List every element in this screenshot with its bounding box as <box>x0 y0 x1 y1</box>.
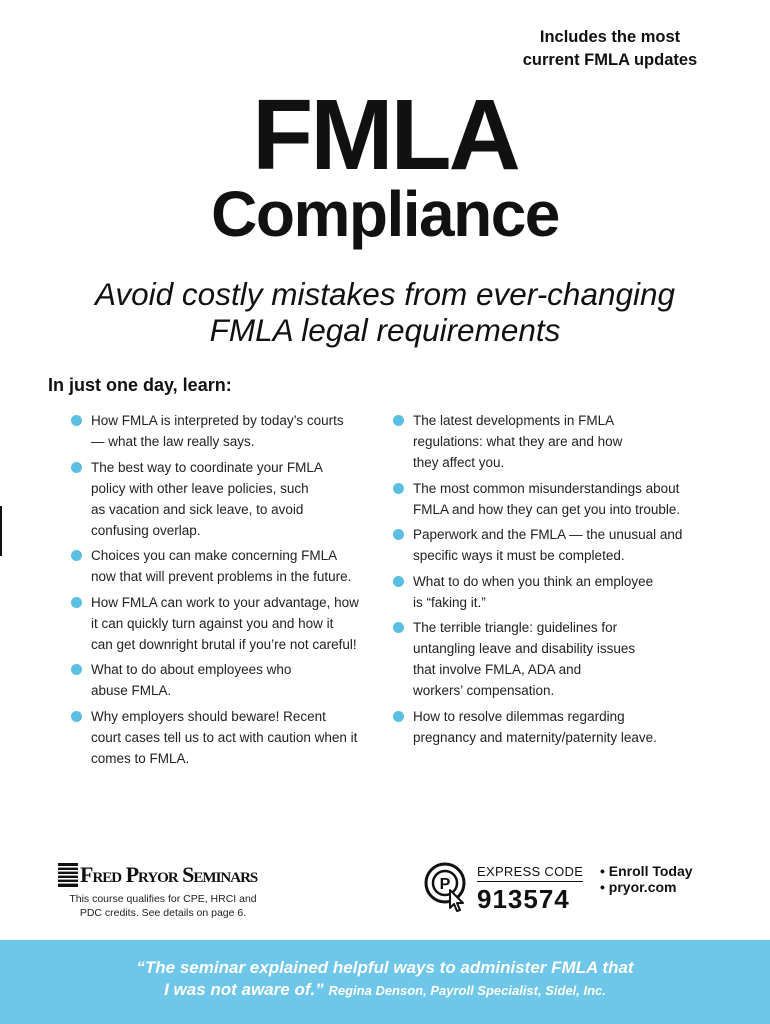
bullet-item <box>70 457 386 541</box>
bullet-line: as vacation and sick leave, to avoid <box>91 501 304 517</box>
page-edge-mark <box>0 506 2 556</box>
bullet-line: The best way to coordinate your FMLA <box>91 459 323 475</box>
bullet-line: untangling leave and disability issues <box>413 641 636 656</box>
bullet-item <box>70 545 386 587</box>
bullet-item <box>392 410 712 473</box>
title-fmla: FMLA <box>252 79 518 191</box>
bullet-dot-icon <box>393 576 404 587</box>
fred-pryor-logo-icon <box>58 863 78 887</box>
credits-line-2: PDC credits. See details on page 6. <box>79 907 247 919</box>
bullet-line: How FMLA can work to your advantage, how <box>91 594 359 610</box>
bullet-line: Choices you can make concerning FMLA <box>91 548 338 563</box>
updates-badge <box>480 26 740 72</box>
svg-text:P: P <box>439 876 451 893</box>
fred-pryor-logo[interactable] <box>58 861 257 889</box>
bullet-dot-icon <box>393 711 404 722</box>
bullet-item <box>70 592 386 655</box>
bullet-dot-icon <box>71 664 82 675</box>
testimonial-quote-end: I was not aware of.” <box>164 980 324 999</box>
bullet-dot-icon <box>393 622 404 633</box>
bullet-line: regulations: what they are and how <box>413 434 623 449</box>
bullet-line: now that will prevent problems in the future. <box>91 569 352 584</box>
bullet-dot-icon <box>71 597 82 608</box>
bullet-line: confusing overlap. <box>91 522 201 538</box>
testimonial-line-2 <box>0 979 770 1002</box>
bullet-item <box>392 617 712 701</box>
bullet-line: FMLA and how they can get you into trouble. <box>413 501 681 517</box>
bullet-line: pregnancy and maternity/paternity leave. <box>413 729 657 745</box>
subtitle-line-2: FMLA legal requirements <box>209 312 561 348</box>
bullet-dot-icon <box>71 711 82 722</box>
bullet-line: Why employers should beware! Recent <box>91 708 326 724</box>
bullet-line: The most common misunderstandings about <box>413 480 680 496</box>
bullet-line: it can quickly turn against you and how it <box>91 615 334 631</box>
bullet-item <box>70 659 386 701</box>
bullet-dot-icon <box>393 483 404 494</box>
bullet-dot-icon <box>393 415 404 426</box>
bullet-line: they affect you. <box>413 455 505 470</box>
bullet-item <box>70 410 386 452</box>
bullet-line: Paperwork and the FMLA — the unusual and <box>413 527 683 542</box>
express-code-p-icon <box>424 862 470 912</box>
enroll-today-link[interactable]: • Enroll Today <box>600 863 693 879</box>
bullet-item <box>392 706 712 748</box>
bullet-line: The latest developments in FMLA <box>413 413 615 428</box>
bullet-item <box>392 478 712 520</box>
bullet-dot-icon <box>71 462 82 473</box>
logo-text: Fred Pryor Seminars <box>80 862 258 887</box>
testimonial <box>0 957 770 1002</box>
right-bullet-list <box>392 410 712 752</box>
subtitle <box>0 276 770 348</box>
title-compliance: Compliance <box>211 178 559 250</box>
bullet-line: What to do about employees who <box>91 662 292 677</box>
bullet-item <box>70 706 386 769</box>
bullet-line: The terrible triangle: guidelines for <box>413 620 618 635</box>
bullet-dot-icon <box>71 415 82 426</box>
bullet-line: comes to FMLA. <box>91 750 190 766</box>
bullet-line: — what the law really says. <box>91 434 255 449</box>
badge-line-2: current FMLA updates <box>522 51 698 69</box>
bullet-line: How FMLA is interpreted by today’s courts <box>91 413 344 428</box>
pryor-website-link[interactable]: • pryor.com <box>600 879 677 895</box>
credits-note <box>48 892 278 920</box>
bullet-line: specific ways it must be completed. <box>413 548 625 563</box>
left-bullet-list <box>70 410 386 773</box>
bullet-line: policy with other leave policies, such <box>91 480 309 496</box>
bullet-line: How to resolve dilemmas regarding <box>413 708 625 724</box>
express-code-label: EXPRESS CODE <box>477 864 583 882</box>
subtitle-line-1: Avoid costly mistakes from ever-changing <box>94 276 676 312</box>
bullet-line: can get downright brutal if you’re not careful! <box>91 636 357 652</box>
bullet-line: court cases tell us to act with caution when it <box>91 729 358 745</box>
bullet-dot-icon <box>393 529 404 540</box>
bullet-line: What to do when you think an employee <box>413 573 654 589</box>
badge-line-1: Includes the most <box>539 28 681 46</box>
testimonial-attribution: Regina Denson, Payroll Specialist, Sidel, Inc. <box>328 983 606 998</box>
bullet-item <box>392 524 712 566</box>
bullet-dot-icon <box>71 550 82 561</box>
bullet-line: is “faking it.” <box>413 594 486 610</box>
call-to-action <box>600 863 693 895</box>
learn-heading: In just one day, learn: <box>48 375 232 395</box>
testimonial-line-1: “The seminar explained helpful ways to administer FMLA that <box>136 958 634 977</box>
express-code-value: 913574 <box>477 884 570 914</box>
bullet-line: abuse FMLA. <box>91 683 172 698</box>
bullet-line: workers’ compensation. <box>413 683 555 698</box>
bullet-line: that involve FMLA, ADA and <box>413 662 582 677</box>
bullet-item <box>392 571 712 613</box>
credits-line-1: This course qualifies for CPE, HRCI and <box>69 893 257 905</box>
